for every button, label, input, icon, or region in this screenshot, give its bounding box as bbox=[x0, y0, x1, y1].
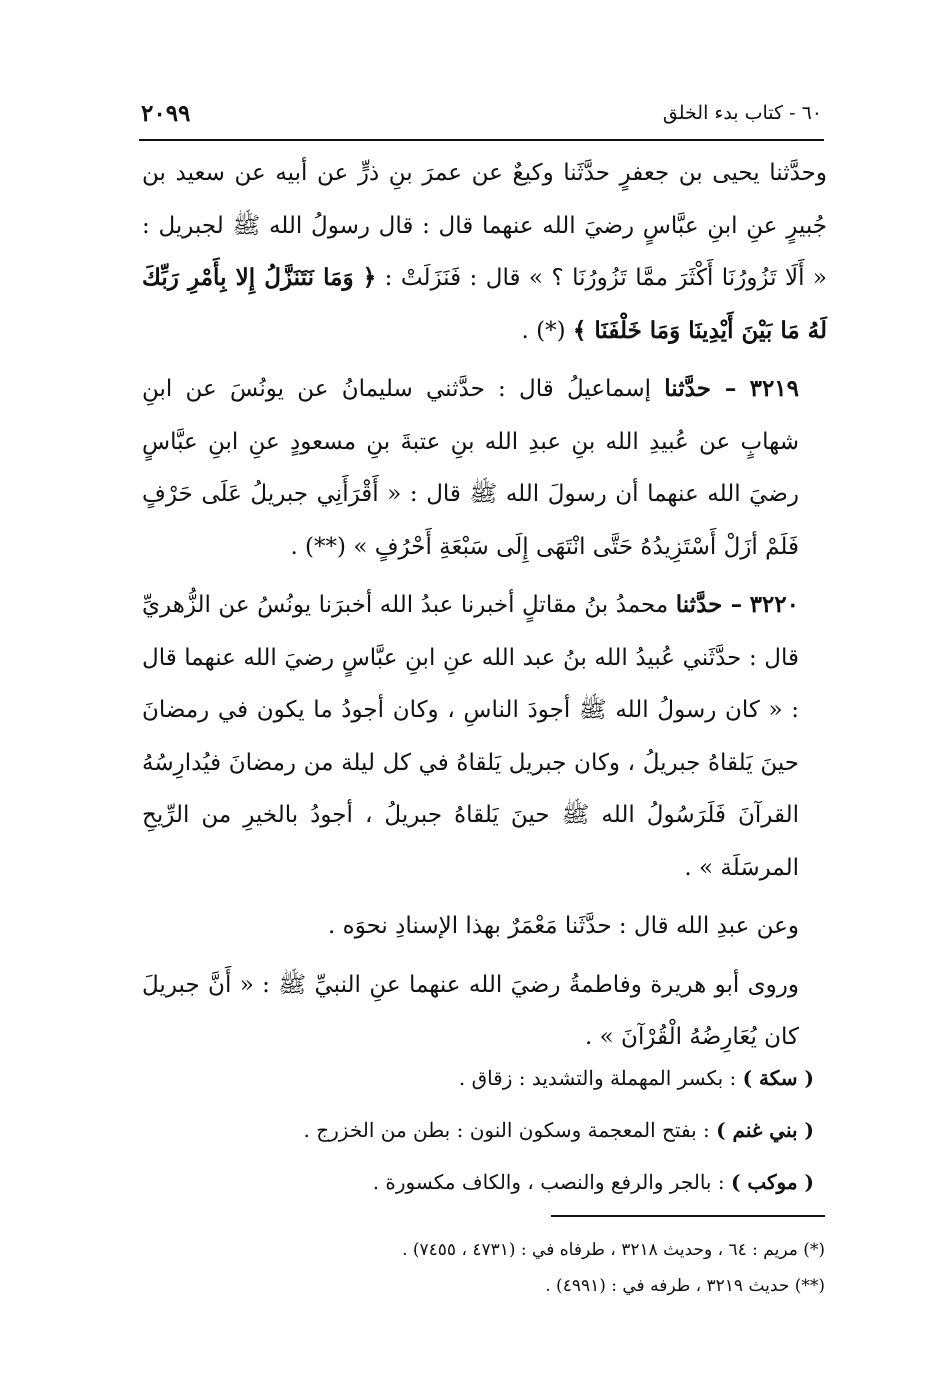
hadith-1-text: وحدَّثنا يحيى بن جعفرٍ حدَّثَنا وكيعٌ عن عمرَ بنِ ذرٍّ عن أبيه عن سعيد بن جُبيرٍ عنِ ابنِ عبَّاسٍ رضيَ الله عنهما قال : قال رسولُ الله ﷺ لجبريل : « أَلَا تَزُورُنَا أَكْثَرَ ممَّا تَزُورُنَا ؟ » قال : فَنَزَلَتْ : bbox=[142, 160, 828, 291]
footnote: (**) حديث ٣٢١٩ ، طرفه في : (٤٩٩١) . bbox=[545, 1276, 825, 1296]
chapter-title: ٦٠ - كتاب بدء الخلق bbox=[662, 102, 822, 124]
glossary-definition: : بفتح المعجمة وسكون النون : بطن من الخزرج . bbox=[303, 1118, 710, 1142]
glossary-term: ( بني غنم ) bbox=[716, 1118, 814, 1142]
hadith-3219-text: إسماعيلُ قال : حدَّثني سليمانُ عن يونُسَ عن ابنِ شهابٍ عن عُبيدِ الله بنِ عبدِ الله بنِ عتبةَ بنِ مسعودٍ عنِ ابنِ عبَّاسٍ رضيَ الله عنهما أن رسولَ الله ﷺ قال : « أَقْرَأَنِي جبريلُ عَلَى حَرْفٍ فَلَمْ أزَلْ أَسْتَزِيدُهُ حَتَّى انْتَهَى إِلَى سَبْعَةِ أَحْرُفٍ » (**) . bbox=[142, 376, 799, 560]
footnote: (*) مريم : ٦٤ ، وحديث ٣٢١٨ ، طرفاه في : (٤٧٣١ ، ٧٤٥٥) . bbox=[402, 1240, 825, 1260]
narration-paragraph: وروى أبو هريرة وفاطمةُ رضيَ الله عنهما عنِ النبيِّ ﷺ : « أَنَّ جبريلَ كان يُعَارِضُهُ الْقُرْآنَ » . bbox=[142, 971, 799, 1050]
glossary-entry bbox=[174, 1104, 814, 1156]
hadith-3220-text: محمدُ بنُ مقاتلٍ أخبرنا عبدُ الله أخبرَنا يونُسُ عن الزُّهريِّ قال : حدَّثَني عُبيدُ الله بنُ عبد الله عنِ ابنِ عبَّاسٍ رضيَ الله عنهما قال : « كان رسولُ الله ﷺ أجودَ الناسِ ، وكان أجودُ ما يكون في رمضانَ حينَ يَلقاهُ جبريلُ ، وكان جبريل يَلقاهُ في كل ليلة من رمضانَ فيُدارِسُهُ القرآنَ فَلَرَسُولُ الله ﷺ حينَ يَلقاهُ جبريلُ ، أجودُ بالخيرِ من الرِّيحِ المرسَلَة » . bbox=[142, 592, 800, 881]
glossary-definition: : بكسر المهملة والتشديد : زقاق . bbox=[458, 1066, 737, 1090]
hadith-number: ٣٢٢٠ bbox=[749, 591, 799, 618]
quran-verse: ﴿ وَمَا نَتَنَزَّلُ إِلا بِأَمْرِ رَبِّكَ لَهُ مَا بَيْنَ أَيْدِينَا وَمَا خَلْفَنَا ﴾ bbox=[142, 264, 827, 344]
hadith-paragraph-3220 bbox=[142, 579, 827, 894]
header-rule bbox=[139, 139, 824, 141]
hadith-number: ٣٢١٩ bbox=[749, 375, 800, 402]
glossary bbox=[174, 1052, 814, 1208]
hadith-opening: – حدَّثنا bbox=[664, 375, 737, 402]
hadith-paragraph-3219 bbox=[142, 363, 827, 573]
hadith-1-end: (*) . bbox=[521, 317, 566, 344]
page-number: ٢٠٩٩ bbox=[141, 100, 191, 127]
glossary-term: ( موكب ) bbox=[730, 1170, 814, 1194]
hadith-opening: – حدَّثنا bbox=[675, 591, 743, 618]
narration-paragraph: وعن عبدِ الله قال : حدَّثَنا مَعْمَرٌ بهذا الإسنادِ نحوَه . bbox=[328, 913, 799, 939]
glossary-definition: : بالجر والرفع والنصب ، والكاف مكسورة . bbox=[372, 1170, 725, 1194]
main-text bbox=[142, 147, 827, 1064]
hadith-paragraph-1 bbox=[142, 147, 827, 357]
glossary-entry bbox=[174, 1156, 814, 1208]
glossary-term: ( سكة ) bbox=[742, 1066, 814, 1090]
glossary-entry bbox=[174, 1052, 814, 1104]
footnotes bbox=[165, 1232, 825, 1304]
footnote-rule bbox=[551, 1215, 825, 1217]
